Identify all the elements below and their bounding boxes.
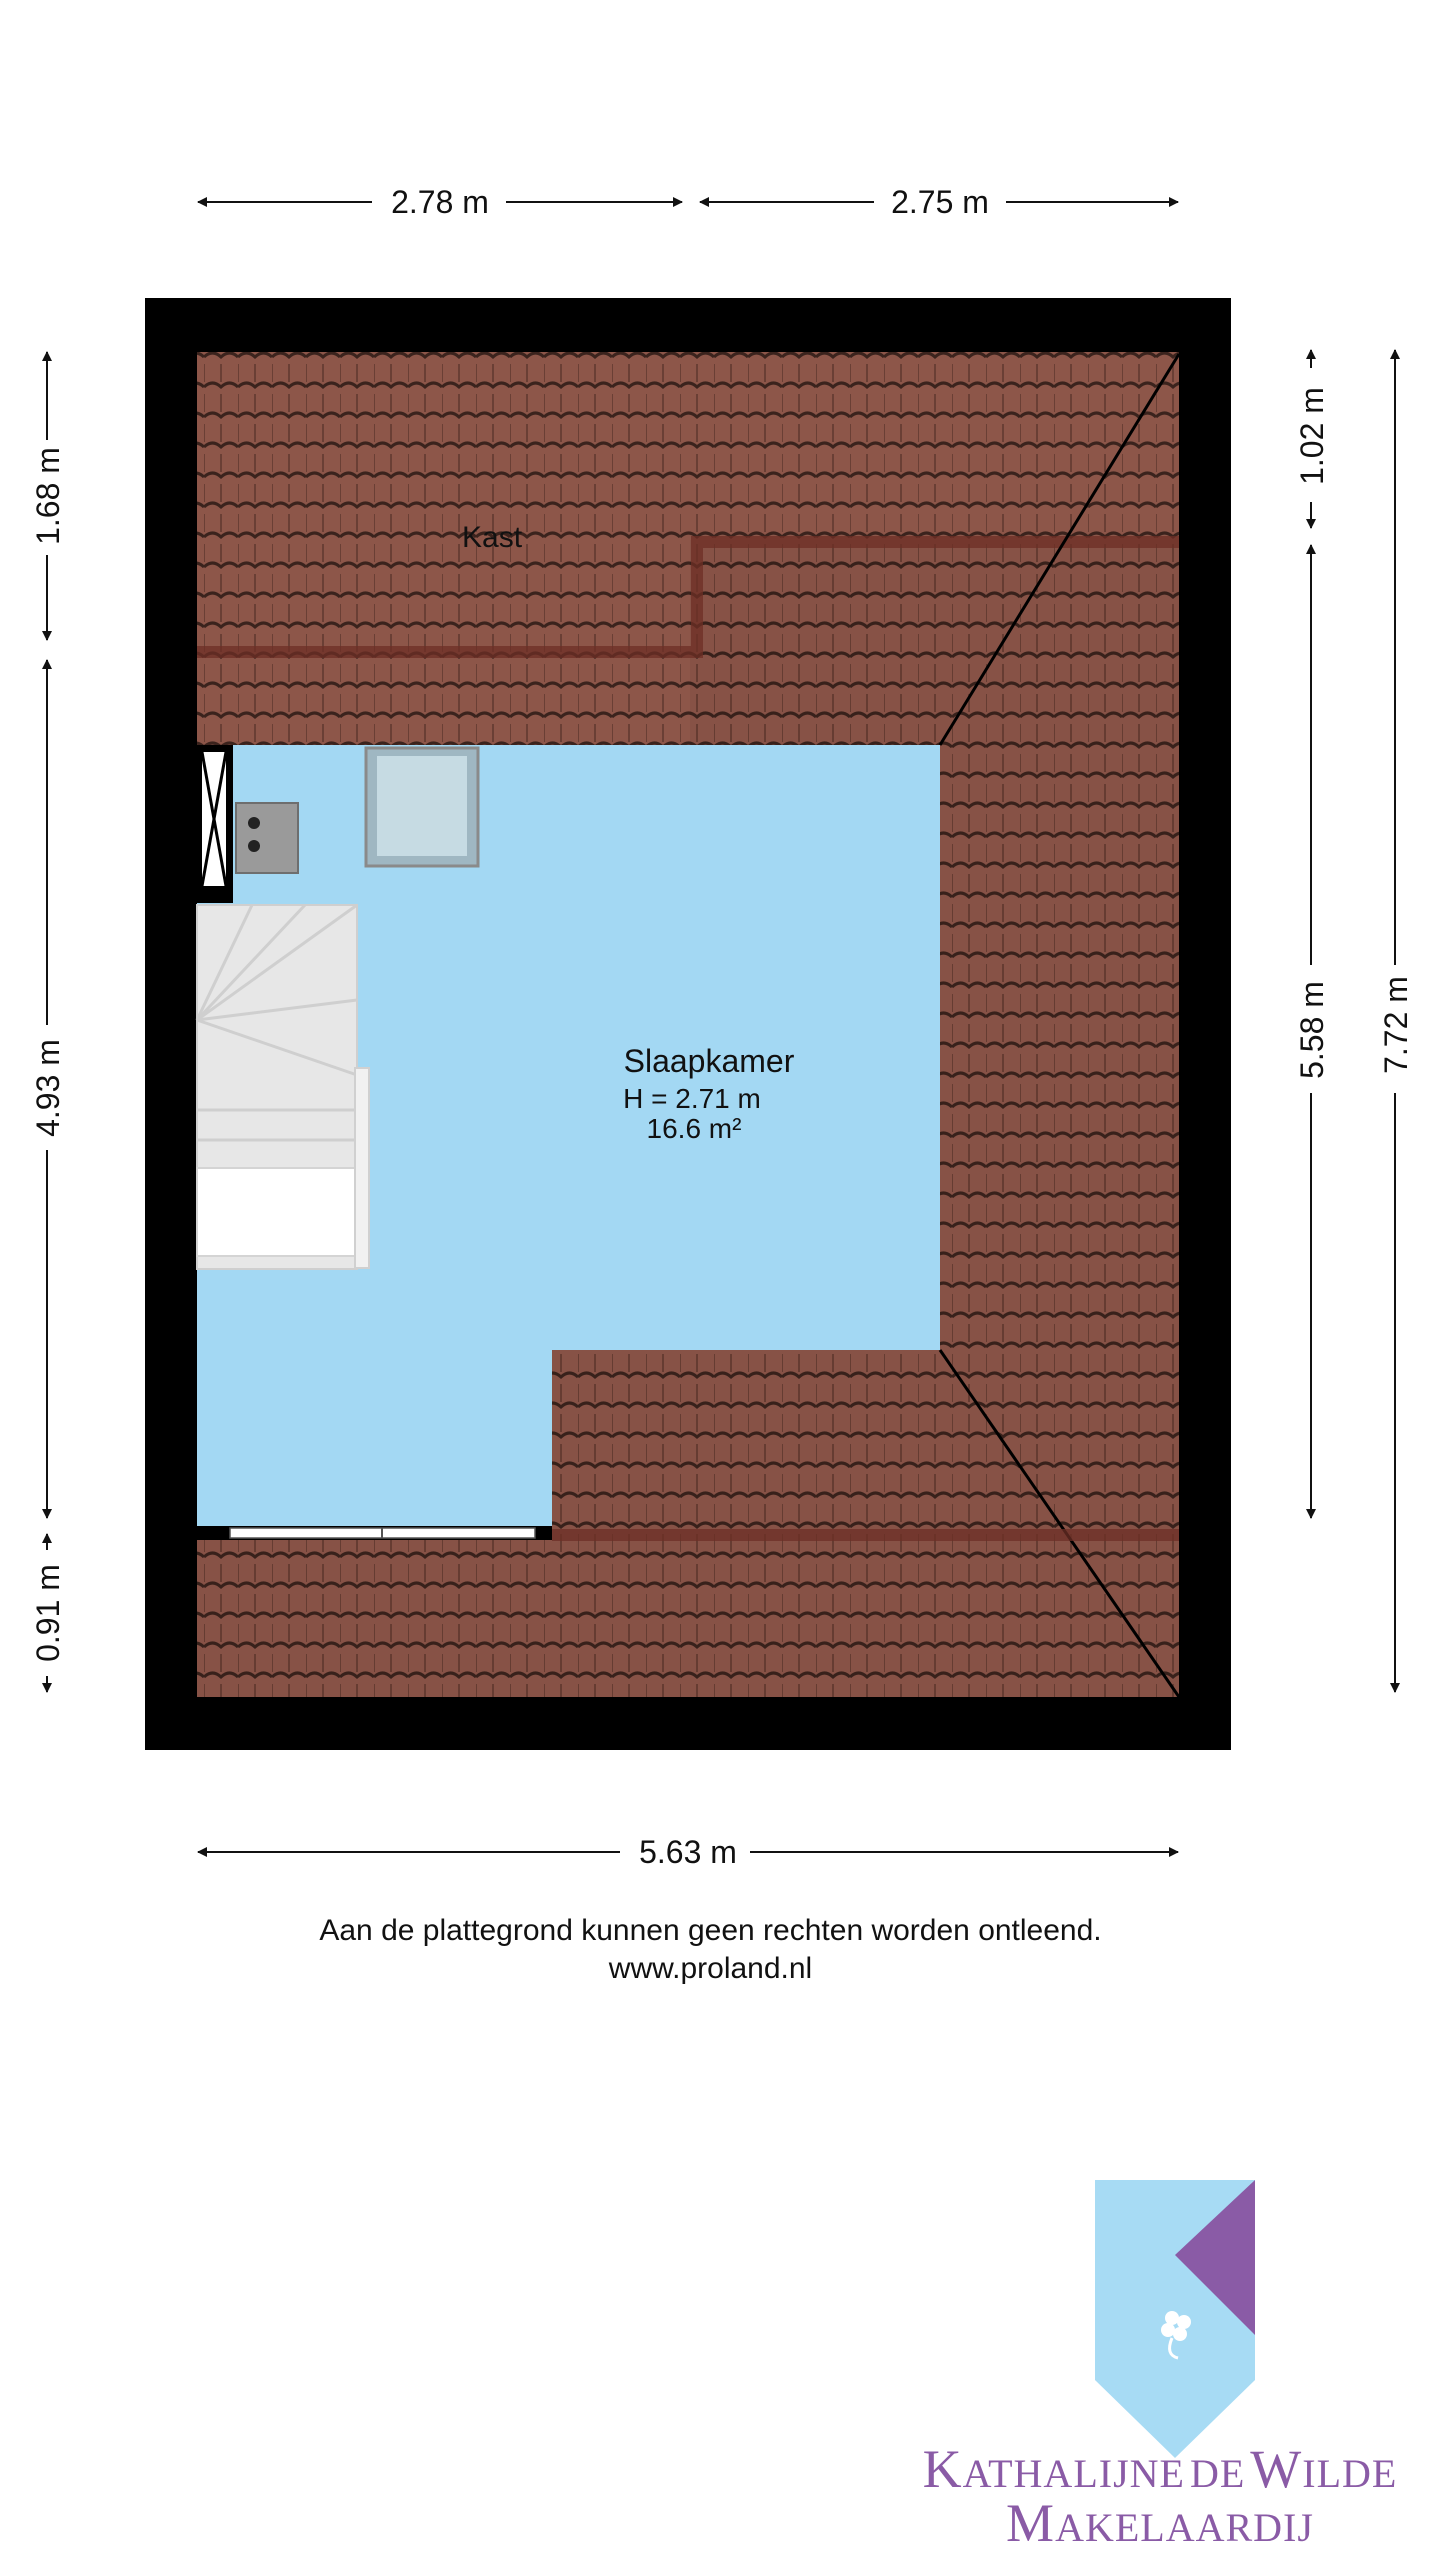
closet-label: Kast <box>462 521 523 554</box>
skylight-window <box>366 748 478 866</box>
shaft-cross-icon <box>202 752 226 886</box>
dimension-left-bottom <box>30 1534 66 1692</box>
brand-rest-k: ATHALIJNE <box>962 2451 1185 2496</box>
dimension-top-left-label: 2.78 m <box>391 184 489 220</box>
dimension-right-middle-label: 5.58 m <box>1294 981 1330 1079</box>
flower-shield-icon <box>1095 2180 1255 2458</box>
bedroom-height: H = 2.71 m <box>623 1083 761 1114</box>
website-text: www.proland.nl <box>608 1952 813 1985</box>
dimension-left-top <box>30 352 66 640</box>
boiler-unit <box>236 803 298 873</box>
dormer-window <box>197 1526 552 1540</box>
dimension-bottom-total-label: 5.63 m <box>639 1834 737 1870</box>
dimension-right-middle <box>1294 545 1330 1518</box>
dimension-right-top <box>1294 350 1330 528</box>
brand-line-1 <box>900 2438 1420 2500</box>
dimension-left-middle-label: 4.93 m <box>30 1039 66 1137</box>
staircase <box>197 905 369 1269</box>
dimension-right-total-label: 7.72 m <box>1378 976 1414 1074</box>
dimension-top-right-label: 2.75 m <box>891 184 989 220</box>
dimension-top-right <box>700 184 1178 220</box>
dimension-left-bottom-label: 0.91 m <box>30 1564 66 1662</box>
dimension-bottom-total <box>198 1834 1178 1870</box>
dimension-left-middle <box>30 660 66 1518</box>
brand-rest-w: ILDE <box>1302 2451 1398 2496</box>
dimension-right-total <box>1378 350 1414 1692</box>
brand-cap-m: M <box>1006 2493 1056 2553</box>
brand-line-2 <box>900 2492 1420 2554</box>
bedroom-area: 16.6 m² <box>646 1113 742 1144</box>
brand-rest-m: AKELAARDIJ <box>1055 2505 1314 2550</box>
dimension-top-left <box>198 184 682 220</box>
bedroom-name: Slaapkamer <box>623 1043 795 1079</box>
brand-cap-k: K <box>922 2439 963 2499</box>
brand-word-de: DE <box>1189 2451 1246 2496</box>
disclaimer-text: Aan de plattegrond kunnen geen rechten worden ontleend. <box>319 1914 1102 1947</box>
dimension-left-top-label: 1.68 m <box>30 447 66 545</box>
brand-cap-w: W <box>1250 2439 1303 2499</box>
dimension-right-top-label: 1.02 m <box>1294 387 1330 485</box>
